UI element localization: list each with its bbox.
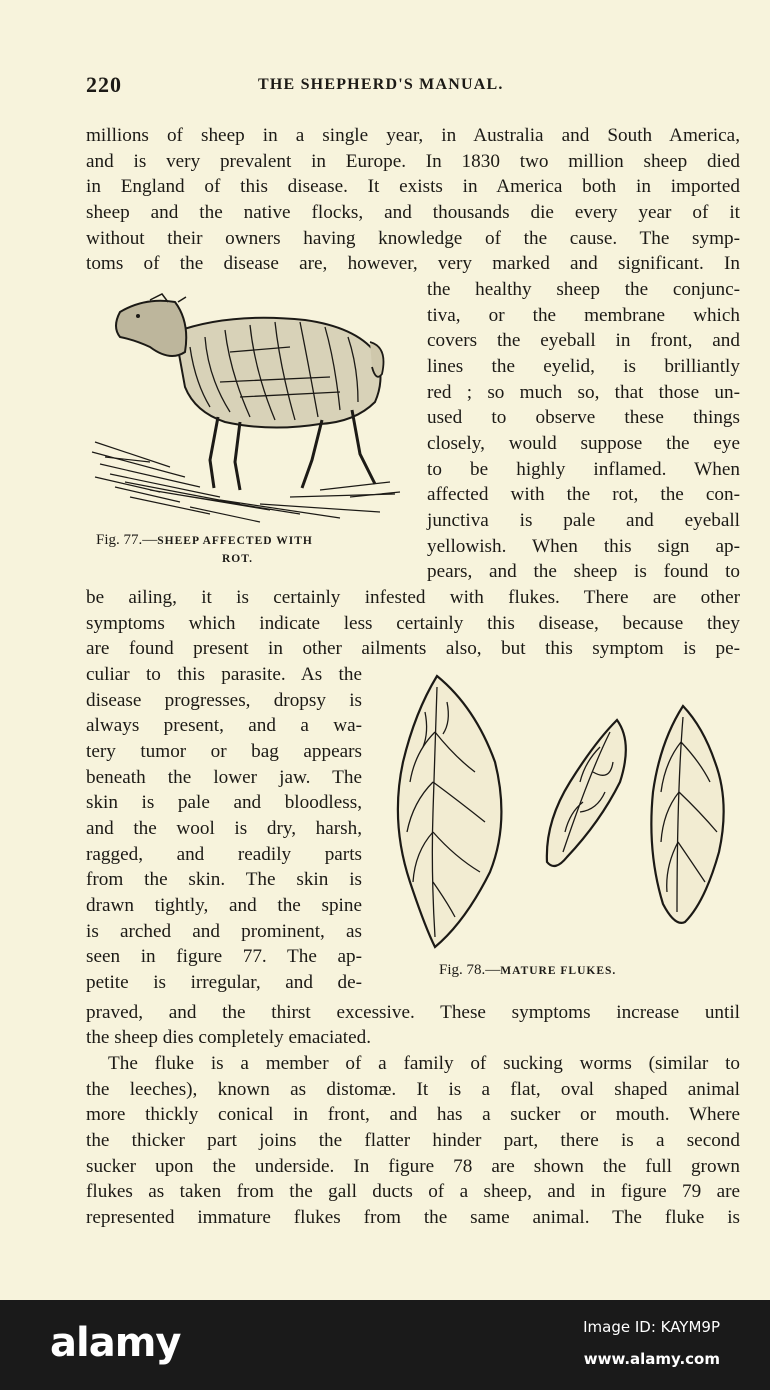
text-line: symptoms which indicate less certainly this disease, because they: [86, 613, 740, 634]
text-line: and is very prevalent in Europe. In 1830 two million sheep died: [86, 151, 740, 172]
text-line: in England of this disease. It exists in America both in imported: [86, 176, 740, 197]
running-head: THE SHEPHERD'S MANUAL.: [258, 76, 504, 93]
figure-77-caption: [96, 532, 313, 549]
text-line: closely, would suppose the eye: [427, 433, 740, 454]
sheep-illustration: [90, 292, 405, 527]
text-line: pears, and the sheep is found to: [427, 561, 740, 582]
text-line: The fluke is a member of a family of sucking worms (similar to: [108, 1053, 740, 1074]
figure-77-caption-continued: [222, 550, 253, 567]
flukes-illustration: [385, 672, 735, 954]
text-line: flukes as taken from the gall ducts of a sheep, and in figure 79 are: [86, 1181, 740, 1202]
text-line: and the wool is dry, harsh,: [86, 818, 362, 839]
text-line: the sheep dies completely emaciated.: [86, 1027, 372, 1048]
page-header: [86, 72, 740, 102]
text-line: is arched and prominent, as: [86, 921, 362, 942]
image-id: Image ID: KAYM9P: [583, 1318, 720, 1336]
text-line: without their owners having knowledge of the cause. The symp-: [86, 228, 740, 249]
text-line: sheep and the native flocks, and thousands die every year of it: [86, 202, 740, 223]
figure-77-title-line2: ROT.: [222, 553, 253, 565]
text-line: petite is irregular, and de-: [86, 972, 362, 993]
figure-78-title: MATURE FLUKES.: [500, 965, 617, 977]
text-line: drawn tightly, and the spine: [86, 895, 362, 916]
text-line: junctiva is pale and eyeball: [427, 510, 740, 531]
alamy-logo: alamy: [50, 1320, 181, 1366]
text-line: the leeches), known as distomæ. It is a flat, oval shaped animal: [86, 1079, 740, 1100]
text-line: toms of the disease are, however, very marked and significant. In: [86, 253, 740, 274]
text-line: used to observe these things: [427, 407, 740, 428]
text-line: always present, and a wa-: [86, 715, 362, 736]
text-line: the healthy sheep the conjunc-: [427, 279, 740, 300]
text-line: affected with the rot, the con-: [427, 484, 740, 505]
figure-78-caption: [439, 962, 616, 979]
text-line: culiar to this parasite. As the: [86, 664, 362, 685]
text-line: beneath the lower jaw. The: [86, 767, 362, 788]
text-line: represented immature flukes from the same animal. The fluke is: [86, 1207, 740, 1228]
text-line: skin is pale and bloodless,: [86, 792, 362, 813]
text-line: yellowish. When this sign ap-: [427, 536, 740, 557]
page-number: 220: [86, 72, 122, 97]
figure-77-label: Fig. 77.—: [96, 532, 158, 548]
figure-78-label: Fig. 78.—: [439, 962, 501, 978]
text-line: covers the eyeball in front, and: [427, 330, 740, 351]
text-line: disease progresses, dropsy is: [86, 690, 362, 711]
text-line: tiva, or the membrane which: [427, 305, 740, 326]
text-line: tery tumor or bag appears: [86, 741, 362, 762]
text-line: red ; so much so, that those un-: [427, 382, 740, 403]
text-line: to be highly inflamed. When: [427, 459, 740, 480]
site-url: www.alamy.com: [583, 1350, 720, 1368]
text-line: praved, and the thirst excessive. These symptoms increase until: [86, 1002, 740, 1023]
text-line: from the skin. The skin is: [86, 869, 362, 890]
figure-77-title: SHEEP AFFECTED WITH: [157, 535, 313, 547]
text-line: be ailing, it is certainly infested with flukes. There are other: [86, 587, 740, 608]
text-line: sucker upon the underside. In figure 78 are shown the full grown: [86, 1156, 740, 1177]
text-line: the thicker part joins the flatter hinder part, there is a second: [86, 1130, 740, 1151]
text-line: ragged, and readily parts: [86, 844, 362, 865]
text-line: more thickly conical in front, and has a sucker or mouth. Where: [86, 1104, 740, 1125]
text-line: are found present in other ailments also, but this symptom is pe-: [86, 638, 740, 659]
watermark-footer: [0, 1300, 770, 1390]
text-line: seen in figure 77. The ap-: [86, 946, 362, 967]
text-line: millions of sheep in a single year, in Australia and South America,: [86, 125, 740, 146]
text-line: lines the eyelid, is brilliantly: [427, 356, 740, 377]
